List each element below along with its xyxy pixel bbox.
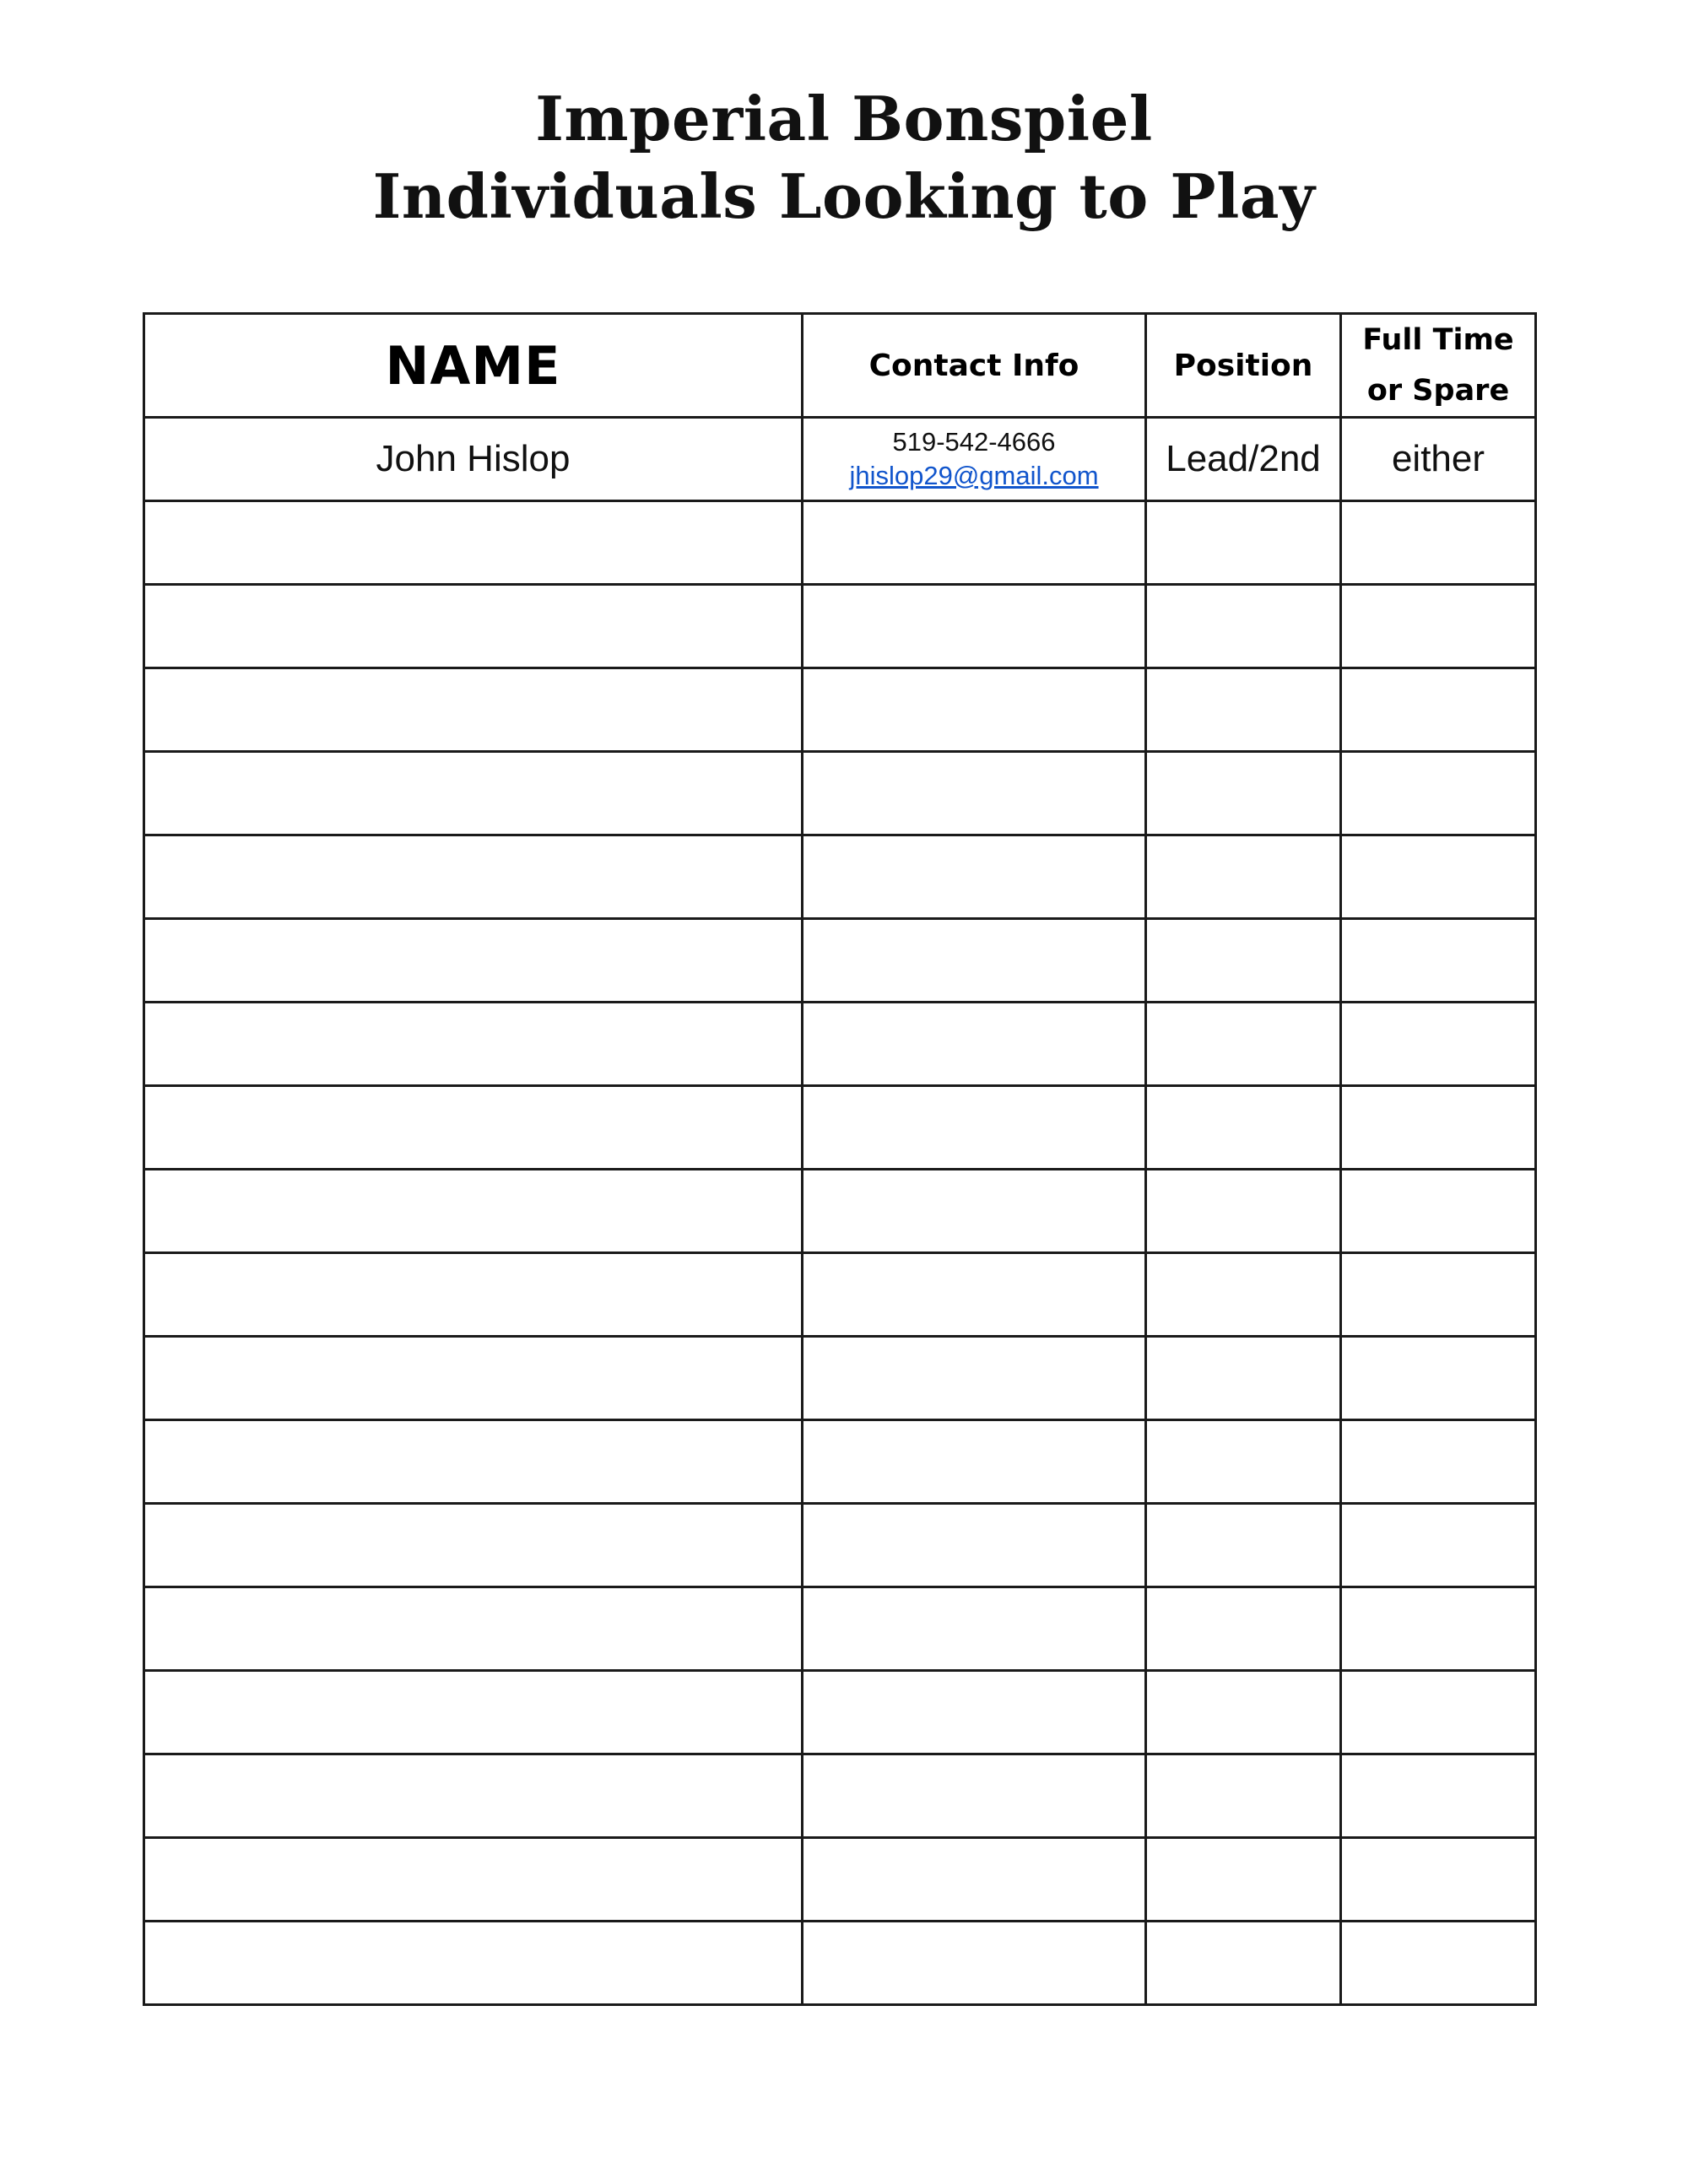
cell-name-empty <box>144 919 803 1003</box>
cell-contact-empty <box>803 501 1146 585</box>
cell-name: John Hislop <box>144 418 803 501</box>
cell-name-empty <box>144 1671 803 1754</box>
cell-availability: either <box>1341 418 1536 501</box>
table-row <box>144 418 1536 501</box>
cell-availability-empty <box>1341 501 1536 585</box>
cell-contact <box>803 418 1146 501</box>
cell-name-empty <box>144 585 803 668</box>
header-full-time-line1: Full Time <box>1362 323 1514 357</box>
cell-position-empty <box>1146 1754 1341 1838</box>
cell-availability-empty <box>1341 1504 1536 1587</box>
cell-position-empty <box>1146 1003 1341 1086</box>
header-full-time <box>1341 314 1536 418</box>
cell-availability-empty <box>1341 1754 1536 1838</box>
cell-availability-empty <box>1341 1253 1536 1337</box>
cell-availability-empty <box>1341 1922 1536 2005</box>
cell-position-empty <box>1146 835 1341 919</box>
cell-contact-empty <box>803 1922 1146 2005</box>
cell-name-empty <box>144 1086 803 1170</box>
cell-availability-empty <box>1341 919 1536 1003</box>
table-row-empty <box>144 835 1536 919</box>
cell-position-empty <box>1146 1420 1341 1504</box>
table-row-empty <box>144 1337 1536 1420</box>
cell-availability-empty <box>1341 1420 1536 1504</box>
cell-contact-empty <box>803 1420 1146 1504</box>
cell-name-empty <box>144 1587 803 1671</box>
title-line-2: Individuals Looking to Play <box>372 160 1316 232</box>
cell-position: Lead/2nd <box>1146 418 1341 501</box>
cell-availability-empty <box>1341 1003 1536 1086</box>
document-title <box>0 80 1688 235</box>
cell-name-empty <box>144 752 803 835</box>
cell-position-empty <box>1146 1504 1341 1587</box>
cell-name-empty <box>144 1003 803 1086</box>
cell-availability-empty <box>1341 835 1536 919</box>
cell-name-empty <box>144 1838 803 1922</box>
table-row-empty <box>144 919 1536 1003</box>
cell-contact-empty <box>803 1587 1146 1671</box>
table-row-empty <box>144 1754 1536 1838</box>
table-row-empty <box>144 1253 1536 1337</box>
cell-position-empty <box>1146 585 1341 668</box>
cell-position-empty <box>1146 1337 1341 1420</box>
cell-availability-empty <box>1341 1170 1536 1253</box>
cell-contact-empty <box>803 1253 1146 1337</box>
cell-position-empty <box>1146 1838 1341 1922</box>
header-full-time-line2: or Spare <box>1366 374 1510 408</box>
cell-name-empty <box>144 668 803 752</box>
table-row-empty <box>144 668 1536 752</box>
table-row-empty <box>144 1086 1536 1170</box>
table-row-empty <box>144 752 1536 835</box>
cell-availability-empty <box>1341 752 1536 835</box>
cell-contact-empty <box>803 1504 1146 1587</box>
cell-name-empty <box>144 1504 803 1587</box>
cell-position-empty <box>1146 1086 1341 1170</box>
cell-availability-empty <box>1341 1587 1536 1671</box>
header-contact-label: Contact Info <box>868 348 1079 383</box>
table-row-empty <box>144 585 1536 668</box>
table-row-empty <box>144 1420 1536 1504</box>
header-position-label: Position <box>1173 348 1313 383</box>
cell-position-empty <box>1146 668 1341 752</box>
table-header-row <box>144 314 1536 418</box>
cell-availability-empty <box>1341 1671 1536 1754</box>
cell-name-empty <box>144 1170 803 1253</box>
cell-availability-empty <box>1341 585 1536 668</box>
cell-name-empty <box>144 1337 803 1420</box>
cell-contact-empty <box>803 585 1146 668</box>
table-row-empty <box>144 1587 1536 1671</box>
table-row-empty <box>144 1922 1536 2005</box>
cell-name-empty <box>144 1420 803 1504</box>
table-row-empty <box>144 1671 1536 1754</box>
cell-name-empty <box>144 1754 803 1838</box>
cell-contact-empty <box>803 919 1146 1003</box>
cell-contact-empty <box>803 1170 1146 1253</box>
cell-contact-empty <box>803 1086 1146 1170</box>
cell-contact-empty <box>803 752 1146 835</box>
contact-phone: 519-542-4666 <box>892 427 1056 457</box>
cell-position-empty <box>1146 1253 1341 1337</box>
cell-availability-empty <box>1341 1337 1536 1420</box>
table-row-empty <box>144 1504 1536 1587</box>
header-name-label: NAME <box>385 334 561 397</box>
cell-position-empty <box>1146 1587 1341 1671</box>
cell-position-empty <box>1146 1170 1341 1253</box>
cell-position-empty <box>1146 919 1341 1003</box>
cell-name-empty <box>144 835 803 919</box>
cell-position-empty <box>1146 1922 1341 2005</box>
cell-contact-empty <box>803 1337 1146 1420</box>
cell-contact-empty <box>803 1671 1146 1754</box>
cell-contact-empty <box>803 1838 1146 1922</box>
table-row-empty <box>144 501 1536 585</box>
cell-contact-empty <box>803 1003 1146 1086</box>
contact-email-link[interactable]: jhislop29@gmail.com <box>849 461 1099 490</box>
table-row-empty <box>144 1003 1536 1086</box>
player-table <box>143 312 1537 2006</box>
table-row-empty <box>144 1838 1536 1922</box>
header-position <box>1146 314 1341 418</box>
cell-contact-empty <box>803 835 1146 919</box>
cell-position-empty <box>1146 752 1341 835</box>
cell-position-empty <box>1146 501 1341 585</box>
cell-availability-empty <box>1341 1838 1536 1922</box>
header-contact <box>803 314 1146 418</box>
cell-contact-empty <box>803 1754 1146 1838</box>
cell-availability-empty <box>1341 1086 1536 1170</box>
header-name <box>144 314 803 418</box>
cell-position-empty <box>1146 1671 1341 1754</box>
cell-contact-empty <box>803 668 1146 752</box>
cell-name-empty <box>144 1922 803 2005</box>
cell-availability-empty <box>1341 668 1536 752</box>
title-line-1: Imperial Bonspiel <box>535 83 1153 154</box>
cell-name-empty <box>144 1253 803 1337</box>
cell-name-empty <box>144 501 803 585</box>
table-row-empty <box>144 1170 1536 1253</box>
